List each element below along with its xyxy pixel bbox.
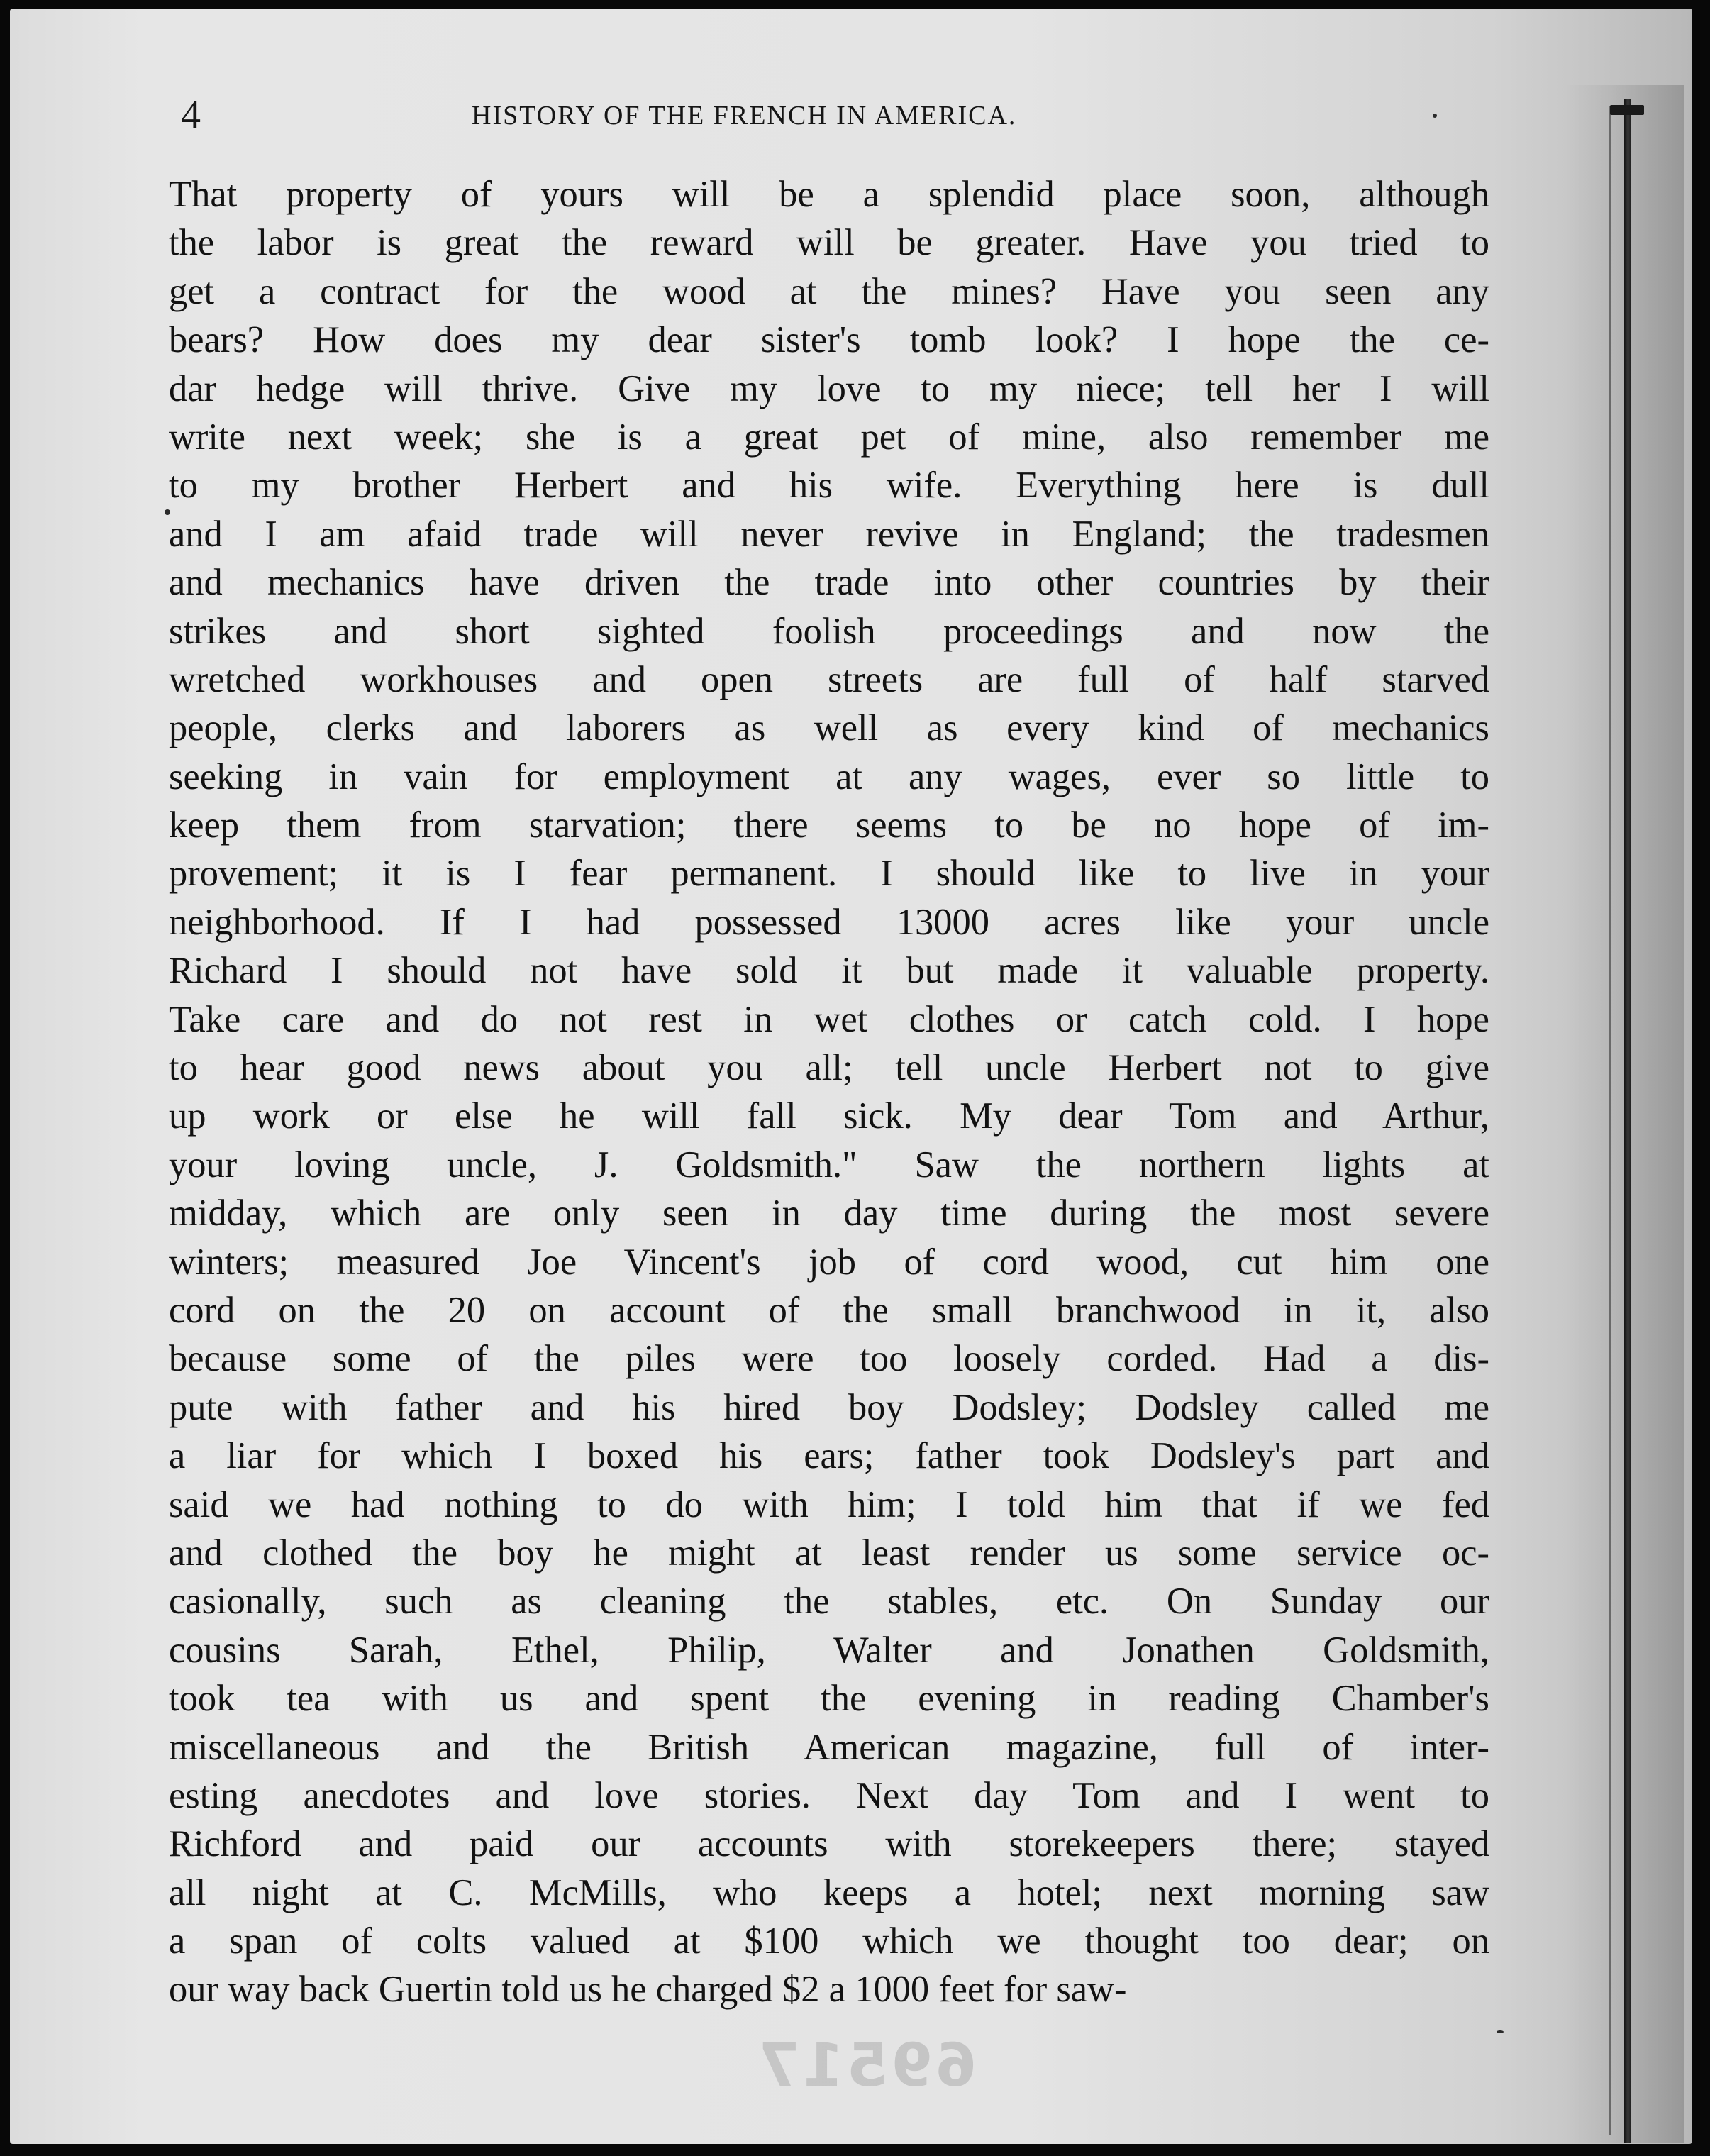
body-text [169, 170, 1489, 2014]
text-line: neighborhood. If I had possessed 13000 acres like your uncle [169, 901, 1489, 943]
text-line: up work or else he will fall sick. My dear Tom and Arthur, [169, 1095, 1489, 1137]
text-line: seeking in vain for employment at any wages, ever so little to [169, 756, 1489, 797]
text-line: Richard I should not have sold it but made it valuable property. [169, 950, 1489, 992]
text-line: people, clerks and laborers as well as every kind of mechanics [169, 707, 1489, 749]
text-line: a span of colts valued at $100 which we thought too dear; on [169, 1920, 1489, 1962]
margin-speck [1433, 114, 1437, 118]
binding-edge-thin [1609, 106, 1611, 2135]
text-line: winters; measured Joe Vincent's job of cord wood, cut him one [169, 1241, 1489, 1283]
running-head [181, 87, 1266, 143]
margin-speck [1497, 2030, 1504, 2033]
text-line: took tea with us and spent the evening in reading Chamber's [169, 1678, 1489, 1720]
text-line: pute with father and his hired boy Dodsley; Dodsley called me [169, 1386, 1489, 1428]
text-line: our way back Guertin told us he charged $2 a 1000 feet for saw- [169, 1969, 1127, 2011]
text-line: and I am afaid trade will never revive in England; the tradesmen [169, 513, 1489, 555]
text-line: Take care and do not rest in wet clothes or catch cold. I hope [169, 998, 1489, 1040]
text-line: strikes and short sighted foolish proceedings and now the [169, 610, 1489, 652]
text-line: because some of the piles were too loosely corded. Had a dis- [169, 1338, 1489, 1380]
text-line: get a contract for the wood at the mines? Have you seen any [169, 270, 1489, 312]
text-line: dar hedge will thrive. Give my love to my niece; tell her I will [169, 367, 1489, 409]
text-line: That property of yours will be a splendid place soon, although [169, 174, 1489, 215]
text-line: said we had nothing to do with him; I told him that if we fed [169, 1483, 1489, 1525]
text-line: and clothed the boy he might at least render us some service oc- [169, 1532, 1489, 1574]
library-stamp: 69517 [755, 2030, 977, 2100]
text-line: to hear good news about you all; tell uncle Herbert not to give [169, 1047, 1489, 1089]
text-line: Richford and paid our accounts with storekeepers there; stayed [169, 1823, 1489, 1865]
text-line: your loving uncle, J. Goldsmith." Saw the northern lights at [169, 1144, 1489, 1185]
running-title: HISTORY OF THE FRENCH IN AMERICA. [472, 101, 1017, 131]
text-line: provement; it is I fear permanent. I should like to live in your [169, 853, 1489, 895]
binding-edge [1624, 99, 1631, 2143]
text-line: to my brother Herbert and his wife. Everything here is dull [169, 465, 1489, 507]
margin-speck [165, 509, 170, 515]
text-line: the labor is great the reward will be greater. Have you tried to [169, 222, 1489, 264]
text-line: cousins Sarah, Ethel, Philip, Walter and Jonathen Goldsmith, [169, 1629, 1489, 1671]
text-line: keep them from starvation; there seems to be no hope of im- [169, 805, 1489, 846]
text-line: and mechanics have driven the trade into other countries by their [169, 562, 1489, 604]
page-number: 4 [181, 93, 201, 137]
text-line: wretched workhouses and open streets are full of half starved [169, 658, 1489, 700]
text-line: casionally, such as cleaning the stables, etc. On Sunday our [169, 1581, 1489, 1622]
text-line: all night at C. McMills, who keeps a hotel; next morning saw [169, 1872, 1489, 1913]
binding-clip [1610, 105, 1644, 115]
text-line: midday, which are only seen in day time during the most severe [169, 1193, 1489, 1234]
text-line: esting anecdotes and love stories. Next day Tom and I went to [169, 1774, 1489, 1816]
text-line: write next week; she is a great pet of mine, also remember me [169, 416, 1489, 458]
text-line: cord on the 20 on account of the small branchwood in it, also [169, 1289, 1489, 1331]
text-line: a liar for which I boxed his ears; father took Dodsley's part and [169, 1435, 1489, 1477]
text-line: bears? How does my dear sister's tomb look? I hope the ce- [169, 319, 1489, 361]
text-line: miscellaneous and the British American magazine, full of inter- [169, 1726, 1489, 1768]
